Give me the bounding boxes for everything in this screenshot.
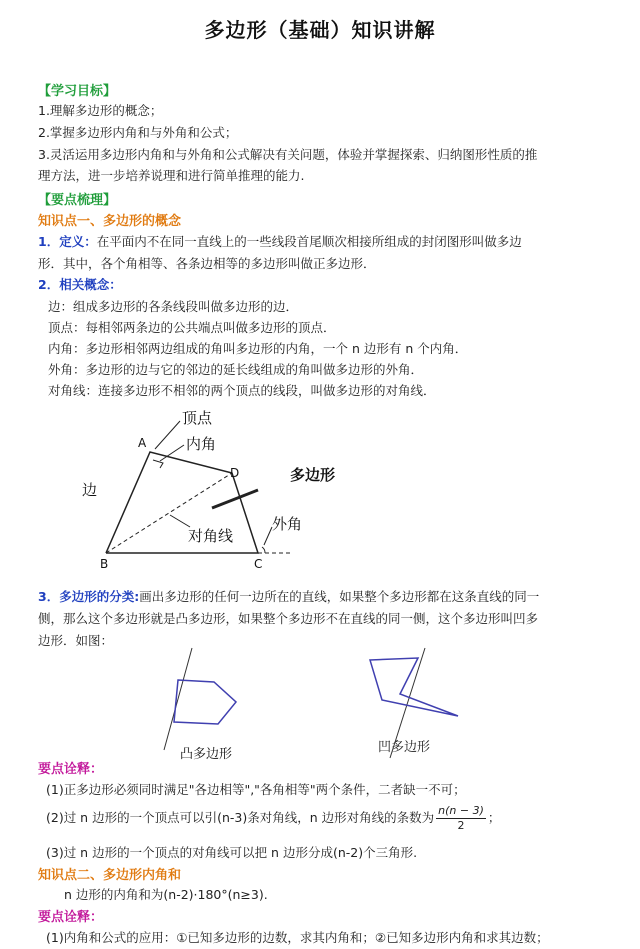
note1-item-2-text: (2)过 n 边形的一个顶点可以引(n-3)条对角线，n 边形对角线的条数为 (46, 810, 435, 825)
diagonal-label: 对角线 (188, 527, 234, 545)
definition-text-2: 形．其中，各个角相等、各条边相等的多边形叫做正多边形． (38, 256, 376, 271)
concept-interior-angle: 内角：多边形相邻两边组成的角叫多边形的内角，一个 n 边形有 n 个内角． (48, 341, 468, 356)
classification-text-3: 边形．如图： (38, 633, 114, 648)
concepts-label: 2．相关概念： (38, 277, 122, 292)
page-title: 多边形（基础）知识讲解 (204, 18, 436, 42)
learning-goals-tag: 【学习目标】 (38, 84, 117, 99)
concept-side: 边：组成多边形的各条线段叫做多边形的边． (48, 299, 299, 314)
note1-item-2 (46, 804, 500, 833)
exterior-angle-label: 外角 (272, 515, 303, 533)
note1-item-1: (1)正多边形必须同时满足"各边相等","各角相等"两个条件，二者缺一不可； (46, 782, 466, 797)
note1-item-2-end: ； (487, 810, 501, 825)
notes1-tag: 要点诠释： (38, 762, 104, 777)
point-c: C (254, 557, 263, 571)
point-d: D (230, 466, 240, 480)
concept-vertex: 顶点：每相邻两条边的公共端点叫做多边形的顶点． (48, 320, 336, 335)
point-a: A (138, 436, 147, 450)
polygon-concept-diagram (60, 405, 390, 580)
convex-concave-diagram (150, 640, 490, 760)
summary-tag: 【要点梳理】 (38, 193, 117, 208)
vertex-label: 顶点 (182, 409, 213, 427)
point2-heading: 知识点二、多边形内角和 (38, 868, 182, 883)
notes2-tag: 要点诠释： (38, 910, 104, 925)
polygon-pointer (212, 490, 258, 508)
definition-label: 1．定义： (38, 234, 97, 249)
point-b: B (100, 557, 109, 571)
side-label: 边 (82, 481, 98, 499)
concept-diagonal: 对角线：连接多边形不相邻的两个顶点的线段，叫做多边形的对角线． (48, 383, 436, 398)
fraction-numerator: n(n − 3) (438, 804, 484, 817)
interior-angle-sum-formula: n 边形的内角和为(n-2)·180°(n≥3). (64, 887, 268, 902)
definition-line-1 (38, 232, 522, 250)
convex-side-line (164, 648, 192, 750)
concave-label: 凹多边形 (378, 740, 431, 755)
classification-label: 3．多边形的分类: (38, 589, 140, 604)
classification-text-2: 侧，那么这个多边形就是凸多边形，如果整个多边形不在直线的同一侧，这个多边形叫凹多 (38, 611, 539, 626)
convex-polygon (174, 680, 236, 724)
convex-label: 凸多边形 (180, 747, 233, 760)
concept-exterior-angle: 外角：多边形的边与它的邻边的延长线组成的角叫做多边形的外角． (48, 362, 424, 377)
note1-item-3: (3)过 n 边形的一个顶点的对角线可以把 n 边形分成(n-2)个三角形. (46, 845, 418, 860)
interior-angle-label: 内角 (186, 435, 217, 453)
goal-item-2: 2.掌握多边形内角和与外角和公式； (38, 125, 238, 140)
classification-text-1: 画出多边形的任何一边所在的直线，如果整个多边形都在这条直线的同一 (139, 589, 540, 604)
goal-item-3-cont: 理方法，进一步培养说理和进行简单推理的能力. (38, 168, 305, 183)
concave-polygon (370, 658, 458, 716)
fraction-denominator: 2 (457, 819, 465, 832)
note2-item-1: (1)内角和公式的应用：①已知多边形的边数，求其内角和；②已知多边形内角和求其边数； (46, 930, 549, 945)
diagonal-count-fraction (436, 804, 486, 833)
goal-item-3: 3.灵活运用多边形内角和与外角和公式解决有关问题，体验并掌握探索、归纳图形性质的推 (38, 147, 538, 162)
goal-item-1: 1.理解多边形的概念； (38, 103, 163, 118)
definition-text-1: 在平面内不在同一直线上的一些线段首尾顺次相接所组成的封闭图形叫做多边 (96, 234, 522, 249)
point1-heading: 知识点一、多边形的概念 (38, 214, 182, 229)
polygon-label: 多边形 (290, 466, 336, 484)
